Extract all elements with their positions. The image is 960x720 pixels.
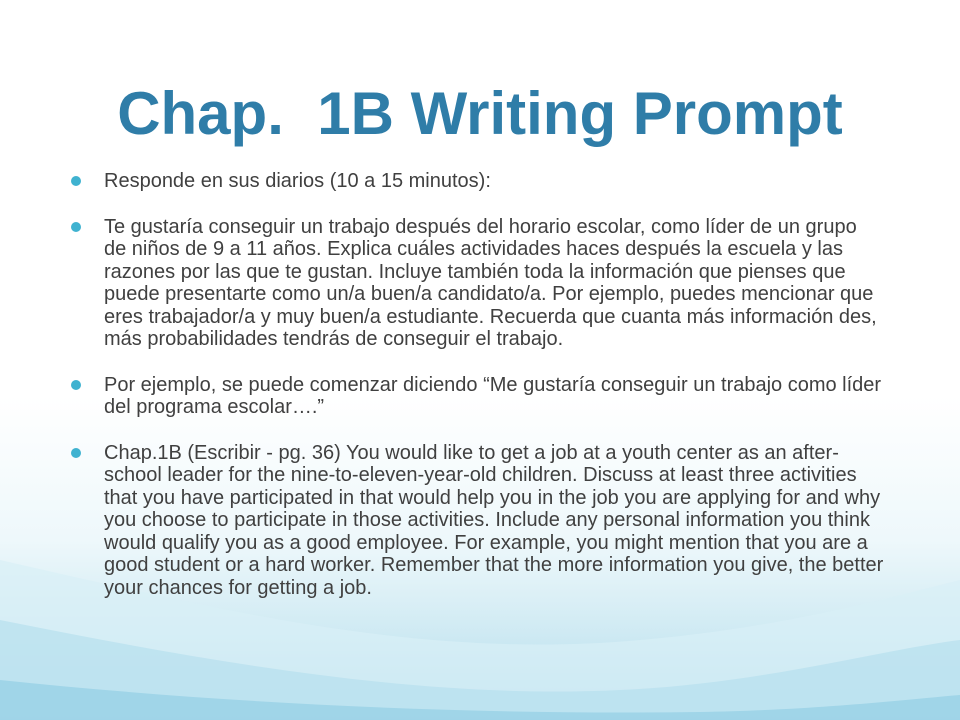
bullet-dot-icon [71, 176, 81, 186]
bullet-dot-icon [71, 222, 81, 232]
bullet-dot-icon [71, 380, 81, 390]
bullet-text: Responde en sus diarios (10 a 15 minutos): [104, 170, 491, 192]
bullet-list [104, 170, 884, 622]
bullet-text: Por ejemplo, se puede comenzar diciendo “Me gustaría conseguir un trabajo como líder del programa escolar….” [104, 373, 882, 418]
bullet-text: Te gustaría conseguir un trabajo después del horario escolar, como líder de un grupo de niños de 9 a 11 años. Explica cuáles actividades haces después la escuela y las razones por las que te gustan. Incluye también toda la información que pienses que puede presentarte como un/a buen/a candidato/a. Por ejemplo, puedes mencionar que eres trabajador/a y muy buen/a estudiante. Recuerda que cuanta más información des, más probabilidades tendrás de conseguir el trabajo. [104, 215, 877, 350]
bullet-dot-icon [71, 448, 81, 458]
bullet-item [104, 374, 884, 419]
bullet-item [104, 216, 884, 351]
bullet-item [104, 170, 884, 193]
bullet-item [104, 442, 884, 600]
bullet-text: Chap.1B (Escribir - pg. 36) You would like to get a job at a youth center as an after-school leader for the nine-to-eleven-year-old children. Discuss at least three activities that you have participated in that would help you in the job you are applying for and why you choose to participate in those activities. Include any personal information you think would qualify you as a good employee. For example, you might mention that you are a good student or a hard worker. Remember that the more information you give, the better your chances for getting a job. [104, 441, 884, 599]
slide-title: Chap. 1B Writing Prompt [117, 80, 843, 147]
